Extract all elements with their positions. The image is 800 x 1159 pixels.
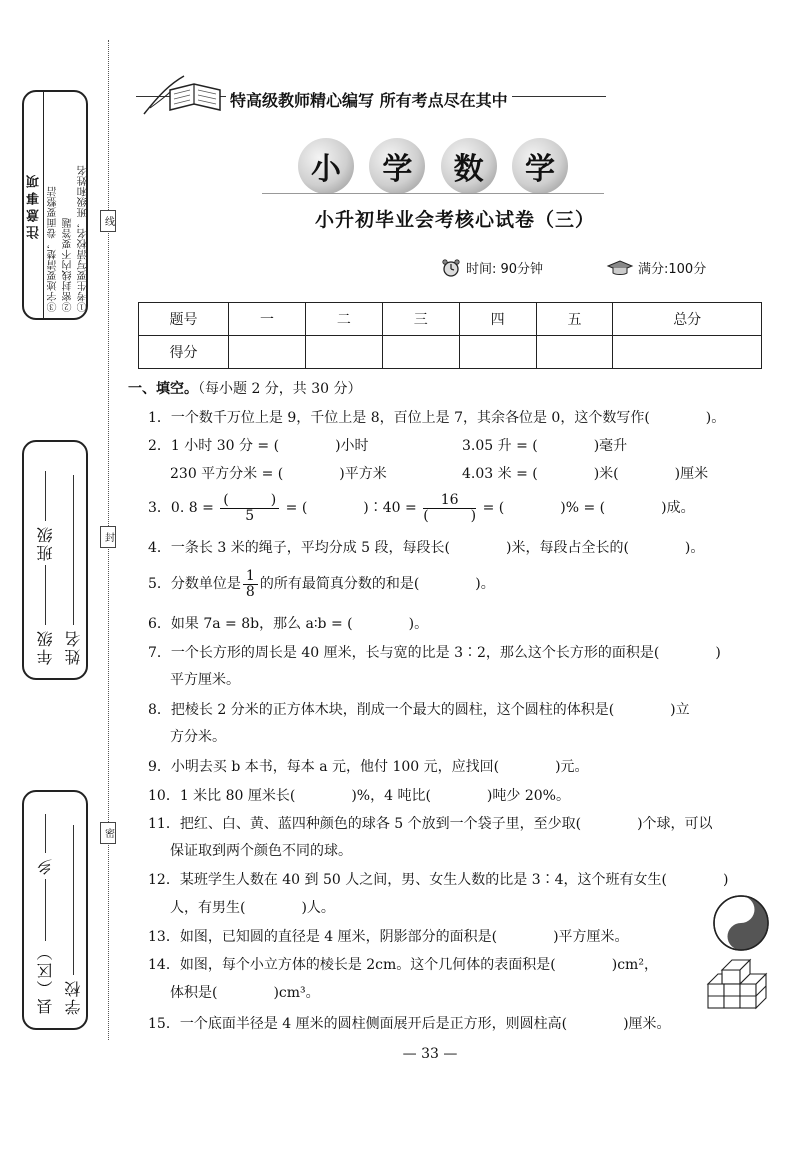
- question-3-post: = ( )% = ( )成。: [482, 500, 695, 516]
- graduation-cap-icon: [606, 260, 634, 276]
- table-header-cell: 一: [229, 303, 306, 336]
- score-table: [138, 302, 762, 369]
- name-label: 姓名: [64, 629, 83, 665]
- score-cell[interactable]: [536, 336, 613, 369]
- header-slogan: 特高级教师精心编写 所有考点尽在其中: [226, 88, 512, 111]
- notice-item-3: ③字迹要清楚，卷面要整洁: [48, 186, 59, 312]
- question-7b: 平方厘米。: [170, 672, 240, 688]
- title-char-1: 小: [298, 138, 354, 194]
- table-header-cell: 五: [536, 303, 613, 336]
- yin-yang-figure: [712, 894, 770, 952]
- score-cell[interactable]: [305, 336, 382, 369]
- question-11a: 11．把红、白、黄、蓝四种颜色的球各 5 个放到一个袋子里，至少取( )个球，可以: [148, 816, 713, 832]
- page-title: [298, 138, 568, 194]
- question-3: [148, 492, 695, 524]
- full-score-info: [606, 258, 706, 277]
- township-blank[interactable]: [45, 814, 47, 853]
- score-row-label: 得分: [139, 336, 229, 369]
- time-text: 时间: 90分钟: [466, 262, 544, 277]
- school-label: 学校: [64, 979, 83, 1015]
- title-char-3: 数: [441, 138, 497, 194]
- grade-blank[interactable]: [45, 565, 47, 625]
- notice-item-2: ②密封线内不要答题: [63, 217, 74, 312]
- question-7a: 7．一个长方形的周长是 40 厘米，长与宽的比是 3∶2，那么这个长方形的面积是( ): [148, 645, 721, 661]
- question-10: 10．1 米比 80 厘米长( )%，4 吨比( )吨少 20%。: [148, 788, 570, 804]
- clock-icon: [440, 259, 462, 277]
- question-12b: 人，有男生( )人。: [170, 900, 335, 916]
- cube-stack-figure: [704, 956, 772, 1012]
- title-rule: [262, 193, 604, 194]
- page-number: — 33 —: [402, 1046, 458, 1062]
- question-9: 9．小明去买 b 本书，每本 a 元，他付 100 元，应找回( )元。: [148, 759, 589, 775]
- question-14a: 14．如图，每个小立方体的棱长是 2cm。这个几何体的表面积是( )cm²，: [148, 957, 658, 973]
- question-12a: 12．某班学生人数在 40 到 50 人之间，男、女生人数的比是 3∶4，这个班有女生( ): [148, 872, 729, 888]
- section-note: （每小题 2 分，共 30 分）: [198, 381, 362, 397]
- table-header-cell: 总分: [613, 303, 762, 336]
- score-cell[interactable]: [382, 336, 459, 369]
- table-header-cell: 二: [305, 303, 382, 336]
- question-8b: 方分米。: [170, 729, 226, 745]
- full-score-text: 满分:100分: [638, 262, 707, 277]
- class-label: 班级: [36, 525, 55, 561]
- score-cell[interactable]: [613, 336, 762, 369]
- time-info: [440, 258, 543, 277]
- question-3-pre: 3．0. 8 =: [148, 500, 214, 516]
- title-char-4: 学: [512, 138, 568, 194]
- question-1: 1．一个数千万位上是 9，千位上是 8，百位上是 7，其余各位是 0，这个数写作( )。: [148, 410, 726, 426]
- seal-mark-xian: 线: [100, 210, 116, 232]
- table-header-cell: 题号: [139, 303, 229, 336]
- student-info-box: [22, 440, 88, 680]
- county-label: 县（区）: [36, 943, 55, 1015]
- question-14b: 体积是( )cm³。: [170, 985, 320, 1001]
- question-4: 4．一条长 3 米的绳子，平均分成 5 段，每段长( )米，每段占全长的( )。: [148, 540, 705, 556]
- score-cell[interactable]: [459, 336, 536, 369]
- section-title: 一、填空。: [128, 381, 198, 397]
- township-label: 乡: [36, 856, 55, 875]
- table-row: [139, 303, 762, 336]
- fraction: $\frac{1}{8}$: [243, 569, 258, 600]
- notice-title: 注意事项: [27, 171, 42, 239]
- table-header-cell: 三: [382, 303, 459, 336]
- seal-mark-feng: 封: [100, 526, 116, 548]
- exam-subtitle: 小升初毕业会考核心试卷（三）: [314, 209, 595, 231]
- question-2a: 2．1 小时 30 分 = ( )小时: [148, 438, 369, 454]
- grade-label: 年级: [36, 629, 55, 665]
- question-13: 13．如图，已知圆的直径是 4 厘米，阴影部分的面积是( )平方厘米。: [148, 929, 629, 945]
- school-blank[interactable]: [73, 825, 75, 975]
- score-cell[interactable]: [229, 336, 306, 369]
- notice-item-1: ①考生要写清校名，班级和姓名: [78, 165, 89, 312]
- question-3-mid: = ( )∶40 =: [285, 500, 417, 516]
- county-blank[interactable]: [45, 879, 47, 942]
- question-5: 5．分数单位是 $\frac{1}{8}$ 的所有最简真分数的和是( )。: [148, 567, 495, 600]
- table-header-cell: 四: [459, 303, 536, 336]
- question-8a: 8．把棱长 2 分米的正方体木块，削成一个最大的圆柱，这个圆柱的体积是( )立: [148, 702, 690, 718]
- question-2b: 3.05 升 = ( )毫升: [462, 438, 628, 454]
- fraction: $\frac{16}{( )}$: [423, 491, 477, 524]
- question-2d: 4.03 米 = ( )米( )厘米: [462, 466, 709, 482]
- question-2c: 230 平方分米 = ( )平方米: [170, 466, 387, 482]
- question-11b: 保证取到两个颜色不同的球。: [170, 843, 352, 859]
- name-blank[interactable]: [73, 475, 75, 625]
- seal-mark-mi: 密: [100, 822, 116, 844]
- class-blank[interactable]: [45, 471, 47, 521]
- question-6: 6．如果 7a = 8b，那么 a∶b = ( )。: [148, 616, 429, 632]
- school-info-box: [22, 790, 88, 1030]
- question-15: 15．一个底面半径是 4 厘米的圆柱侧面展开后是正方形，则圆柱高( )厘米。: [148, 1016, 671, 1032]
- table-row: [139, 336, 762, 369]
- title-char-2: 学: [369, 138, 425, 194]
- book-quill-icon: [140, 74, 224, 118]
- fraction: $\frac{( )}{5}$: [220, 493, 279, 524]
- section-heading: [128, 378, 362, 398]
